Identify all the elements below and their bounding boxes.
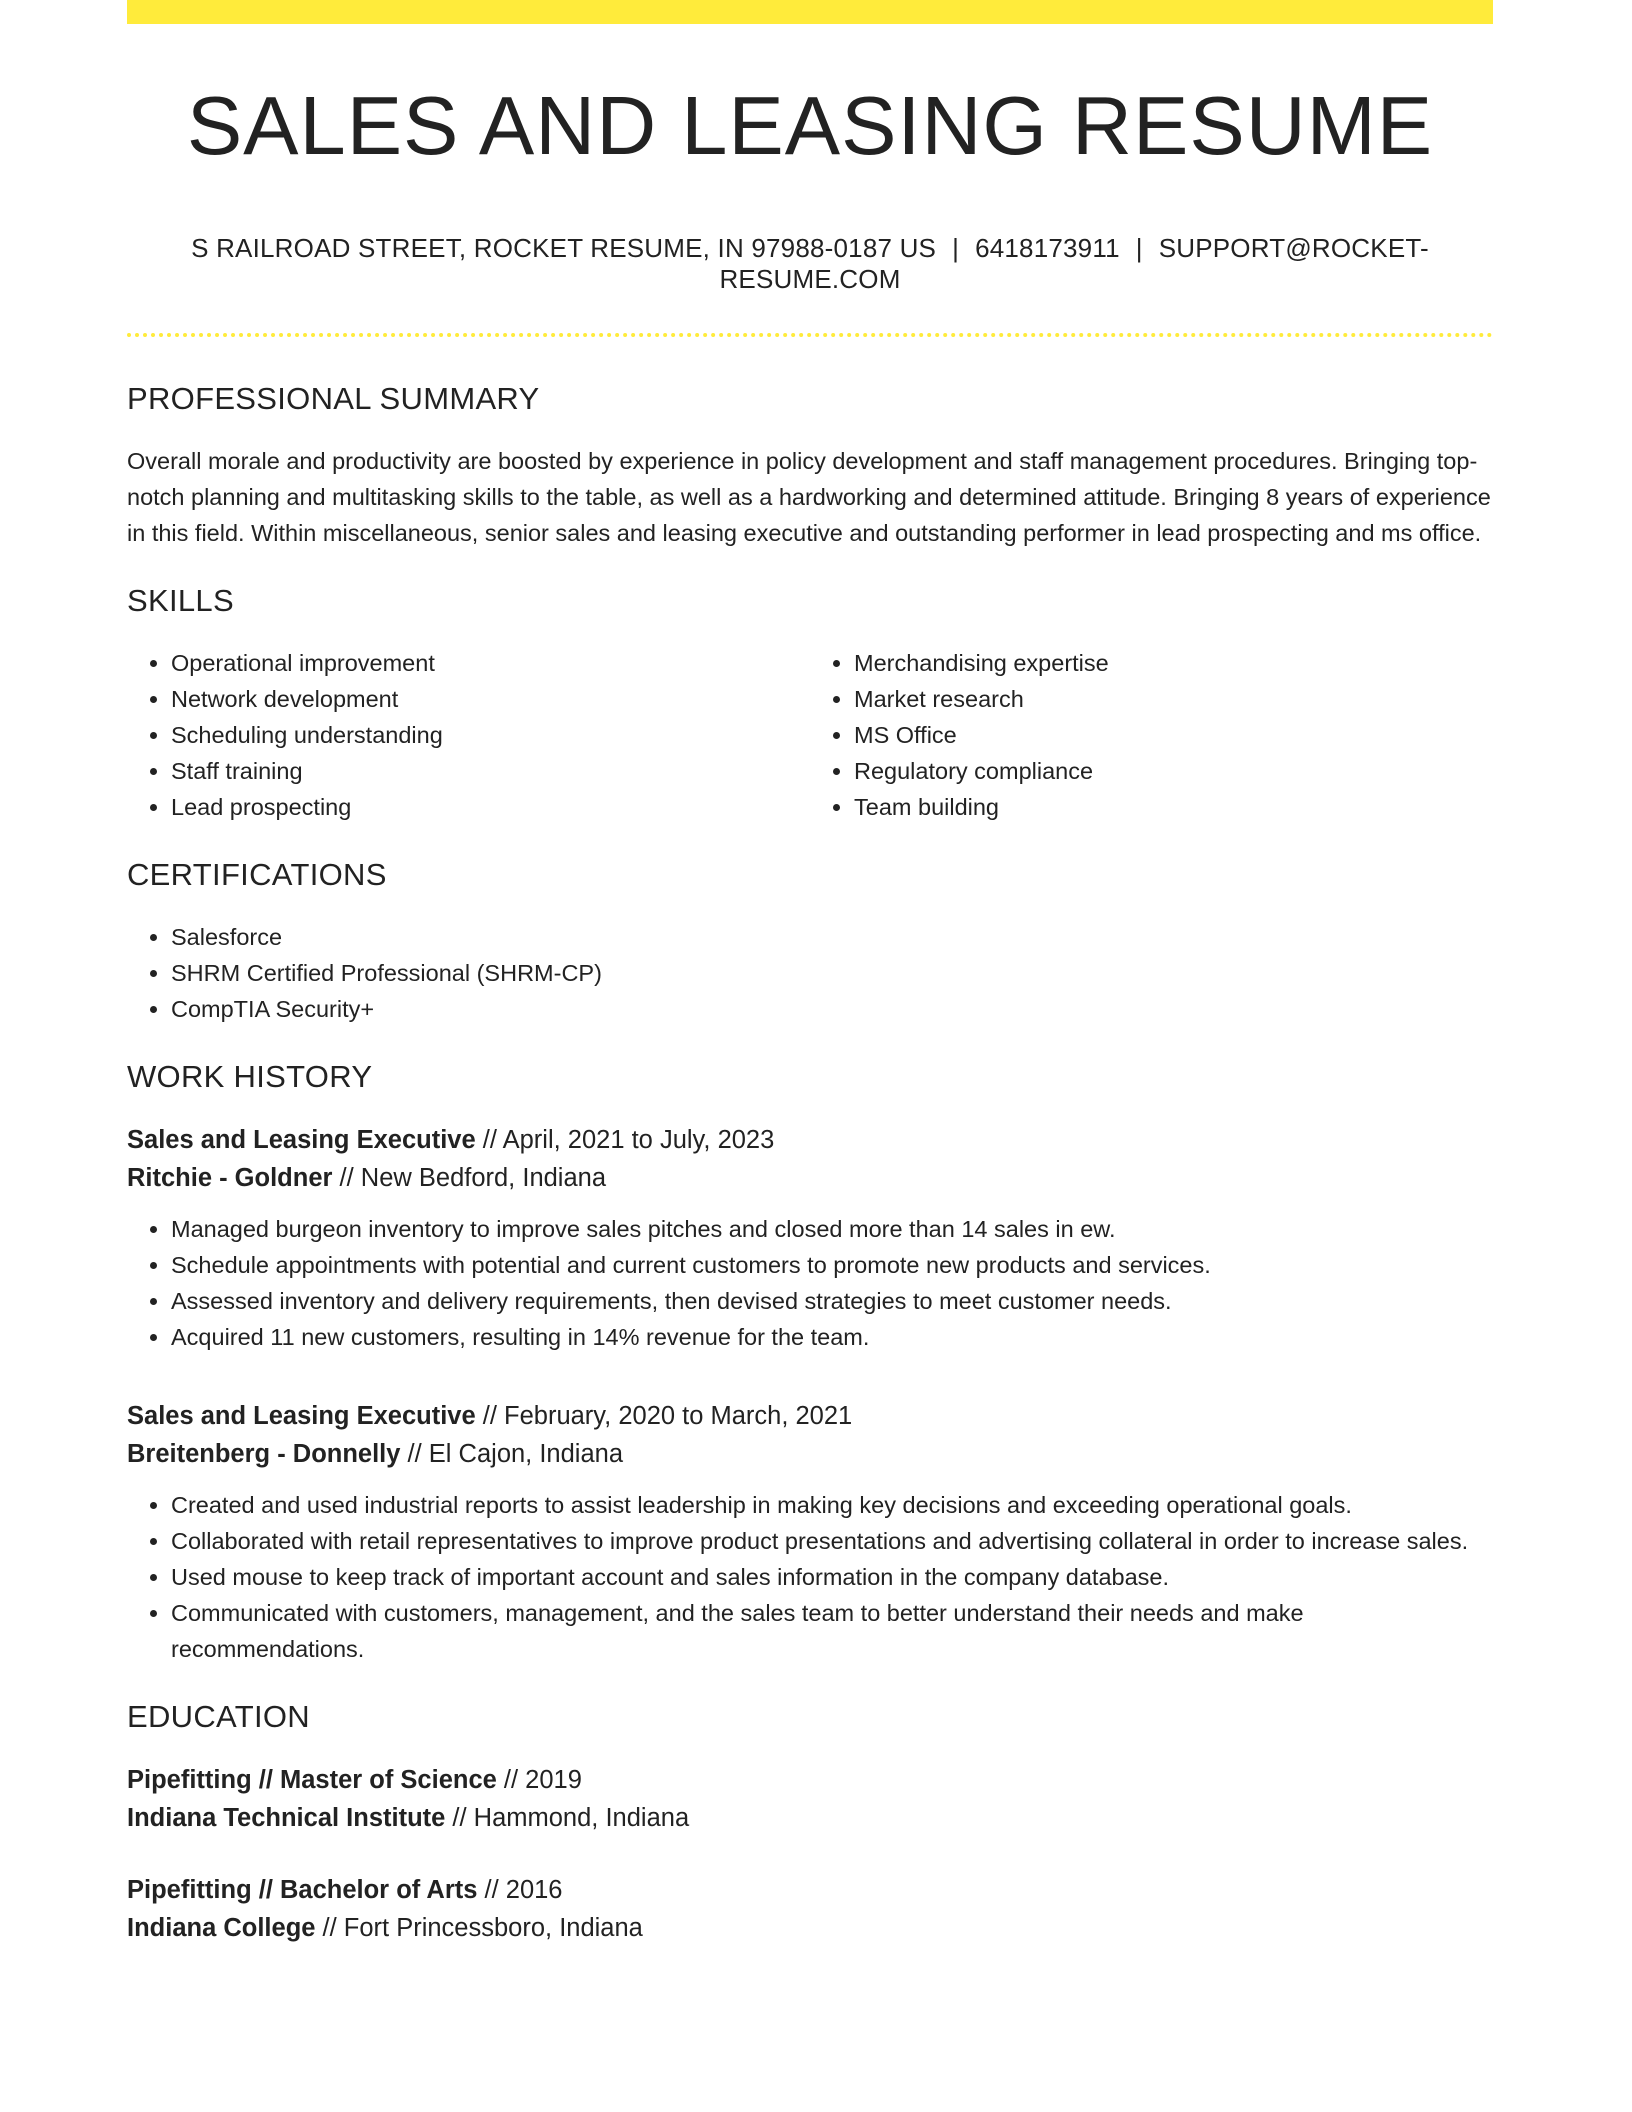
education-heading: EDUCATION bbox=[127, 1699, 310, 1734]
dotted-divider bbox=[127, 333, 1493, 337]
job-bullet: • Assessed inventory and delivery requirements, then devised strategies to meet customer needs. bbox=[171, 1283, 1493, 1319]
skill-item: • Lead prospecting bbox=[171, 789, 810, 825]
job-bullets bbox=[127, 1211, 1493, 1355]
education-school-line bbox=[127, 1909, 1493, 1947]
education-school: Indiana College bbox=[127, 1914, 316, 1942]
skill-item: • Operational improvement bbox=[171, 645, 810, 681]
job-bullet: • Collaborated with retail representatives to improve product presentations and advertising collateral in order to increase sales. bbox=[171, 1523, 1493, 1559]
job-bullet: • Communicated with customers, management, and the sales team to better understand their needs and make recommendations. bbox=[171, 1595, 1493, 1667]
resume-title: SALES AND LEASING RESUME bbox=[186, 79, 1434, 172]
job-dates: // February, 2020 to March, 2021 bbox=[475, 1402, 853, 1430]
work-history-section bbox=[127, 1059, 1493, 1667]
skills-section bbox=[127, 583, 1493, 825]
top-accent-bar bbox=[127, 0, 1493, 24]
skill-item: • Network development bbox=[171, 681, 810, 717]
contact-phone: 6418173911 bbox=[975, 233, 1120, 263]
certifications-list bbox=[127, 919, 1493, 1027]
contact-separator: | bbox=[1135, 233, 1143, 263]
job-company: Ritchie - Goldner bbox=[127, 1164, 333, 1192]
summary-section bbox=[127, 381, 1493, 551]
job-entry bbox=[127, 1121, 1493, 1355]
skill-item: • Scheduling understanding bbox=[171, 717, 810, 753]
education-degree-line bbox=[127, 1871, 1493, 1909]
job-bullet: • Used mouse to keep track of important account and sales information in the company database. bbox=[171, 1559, 1493, 1595]
summary-heading: PROFESSIONAL SUMMARY bbox=[127, 381, 540, 416]
education-school: Indiana Technical Institute bbox=[127, 1804, 446, 1832]
skills-right-list bbox=[810, 645, 1493, 825]
work-history-heading: WORK HISTORY bbox=[127, 1059, 373, 1094]
certification-item: • Salesforce bbox=[171, 919, 1493, 955]
education-location: // Hammond, Indiana bbox=[445, 1804, 690, 1832]
certification-item: • SHRM Certified Professional (SHRM-CP) bbox=[171, 955, 1493, 991]
job-entry bbox=[127, 1397, 1493, 1667]
job-location: // El Cajon, Indiana bbox=[400, 1440, 624, 1468]
certifications-heading: CERTIFICATIONS bbox=[127, 857, 387, 892]
skill-item: • MS Office bbox=[854, 717, 1493, 753]
job-company-line bbox=[127, 1159, 1493, 1197]
job-bullet: • Managed burgeon inventory to improve sales pitches and closed more than 14 sales in ew. bbox=[171, 1211, 1493, 1247]
job-company: Breitenberg - Donnelly bbox=[127, 1440, 401, 1468]
job-title-line bbox=[127, 1397, 1493, 1435]
job-company-line bbox=[127, 1435, 1493, 1473]
job-title: Sales and Leasing Executive bbox=[127, 1402, 476, 1430]
education-degree: Pipefitting // Bachelor of Arts bbox=[127, 1876, 478, 1904]
education-degree: Pipefitting // Master of Science bbox=[127, 1766, 497, 1794]
skill-item: • Market research bbox=[854, 681, 1493, 717]
contact-separator: | bbox=[952, 233, 960, 263]
skills-columns bbox=[127, 645, 1493, 825]
job-dates: // April, 2021 to July, 2023 bbox=[475, 1126, 775, 1154]
education-section bbox=[127, 1699, 1493, 1947]
job-bullets bbox=[127, 1487, 1493, 1667]
resume-page bbox=[127, 0, 1493, 1947]
contact-address: S RAILROAD STREET, ROCKET RESUME, IN 97988-0187 US bbox=[191, 233, 937, 263]
job-bullet: • Created and used industrial reports to assist leadership in making key decisions and exceeding operational goals. bbox=[171, 1487, 1493, 1523]
skills-heading: SKILLS bbox=[127, 583, 234, 618]
summary-text: Overall morale and productivity are boosted by experience in policy development and staff management procedures. Bringing top-notch planning and multitasking skills to the table, as well as a hardworking and determined attitude. Bringing 8 years of experience in this field. Within miscellaneous, senior sales and leasing executive and outstanding performer in lead prospecting and ms office. bbox=[127, 448, 1491, 546]
skill-item: • Team building bbox=[854, 789, 1493, 825]
job-title: Sales and Leasing Executive bbox=[127, 1126, 476, 1154]
certification-item: • CompTIA Security+ bbox=[171, 991, 1493, 1027]
education-school-line bbox=[127, 1799, 1493, 1837]
certifications-section bbox=[127, 857, 1493, 1027]
contact-email: SUPPORT@ROCKET-RESUME.COM bbox=[719, 233, 1429, 294]
skill-item: • Regulatory compliance bbox=[854, 753, 1493, 789]
education-location: // Fort Princessboro, Indiana bbox=[315, 1914, 643, 1942]
education-entry bbox=[127, 1871, 1493, 1947]
contact-line bbox=[127, 233, 1493, 295]
skill-item: • Staff training bbox=[171, 753, 810, 789]
education-year: // 2019 bbox=[496, 1766, 582, 1794]
job-bullet: • Schedule appointments with potential and current customers to promote new products and services. bbox=[171, 1247, 1493, 1283]
job-title-line bbox=[127, 1121, 1493, 1159]
education-entry bbox=[127, 1761, 1493, 1837]
skill-item: • Merchandising expertise bbox=[854, 645, 1493, 681]
education-degree-line bbox=[127, 1761, 1493, 1799]
education-year: // 2016 bbox=[477, 1876, 563, 1904]
job-bullet: • Acquired 11 new customers, resulting in 14% revenue for the team. bbox=[171, 1319, 1493, 1355]
job-location: // New Bedford, Indiana bbox=[332, 1164, 607, 1192]
skills-left-list bbox=[127, 645, 810, 825]
